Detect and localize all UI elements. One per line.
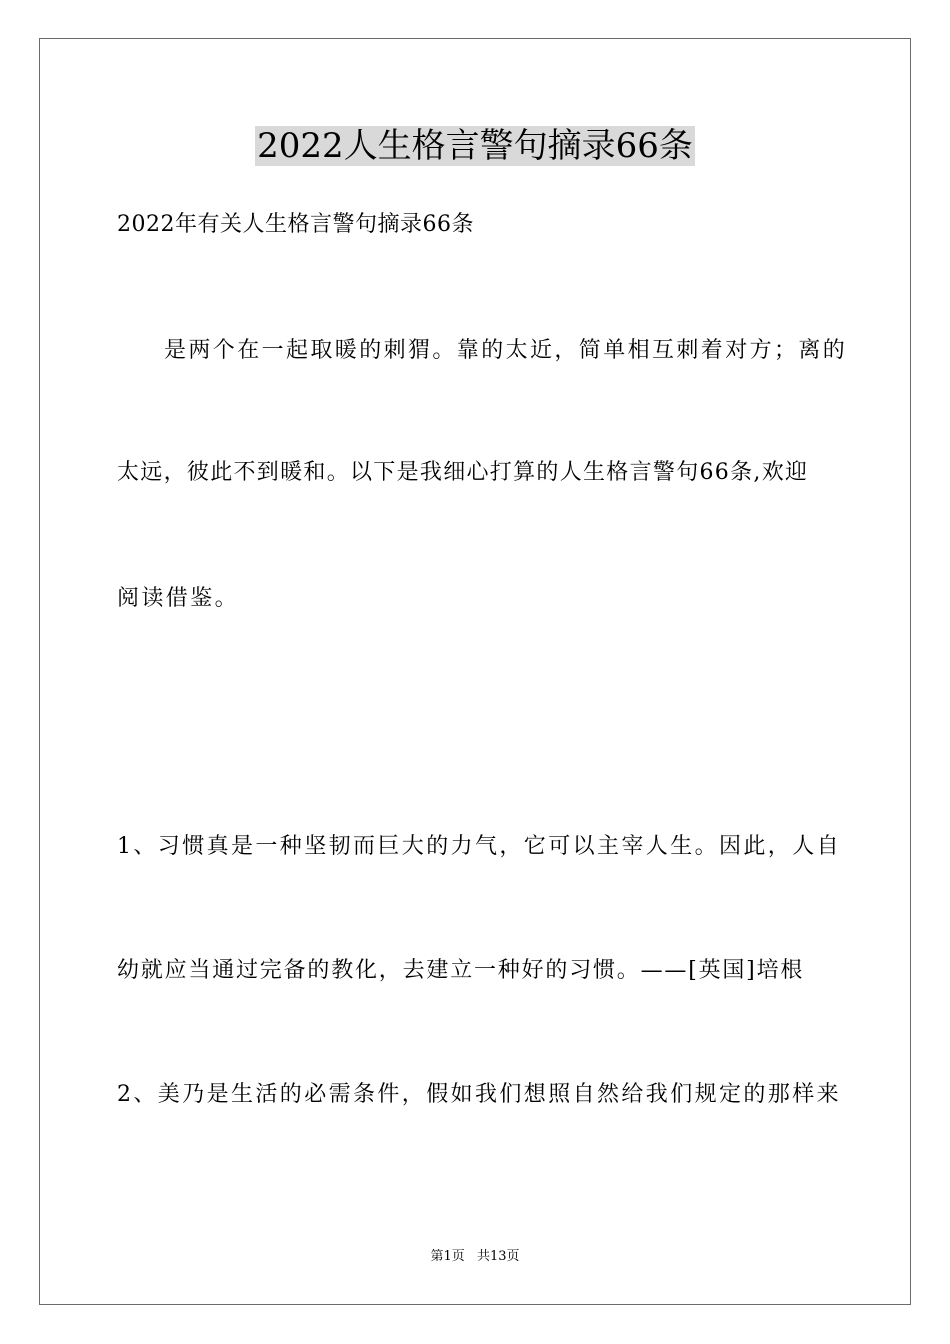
document-title: 2022人生格言警句摘录66条 (257, 126, 693, 166)
page-footer (0, 1248, 950, 1266)
page-total: 共13页 (476, 1249, 520, 1264)
document-subtitle: 2022年有关人生格言警句摘录66条 (117, 212, 474, 237)
body-line: 1、习惯真是一种坚韧而巨大的力气，它可以主宰人生。因此，人自 (117, 834, 841, 859)
page-number: 第1页 (430, 1249, 465, 1264)
body-line: 太远，彼此不到暖和。以下是我细心打算的人生格言警句66条,欢迎 (117, 460, 809, 485)
body-line: 幼就应当通过完备的教化，去建立一种好的习惯。——[英国]培根 (117, 958, 805, 983)
body-line: 是两个在一起取暖的刺猬。靠的太近，简单相互刺着对方；离的 (164, 338, 848, 363)
body-line: 2、美乃是生活的必需条件，假如我们想照自然给我们规定的那样来 (117, 1082, 841, 1107)
title-container (0, 126, 950, 166)
body-line: 阅读借鉴。 (117, 586, 240, 611)
